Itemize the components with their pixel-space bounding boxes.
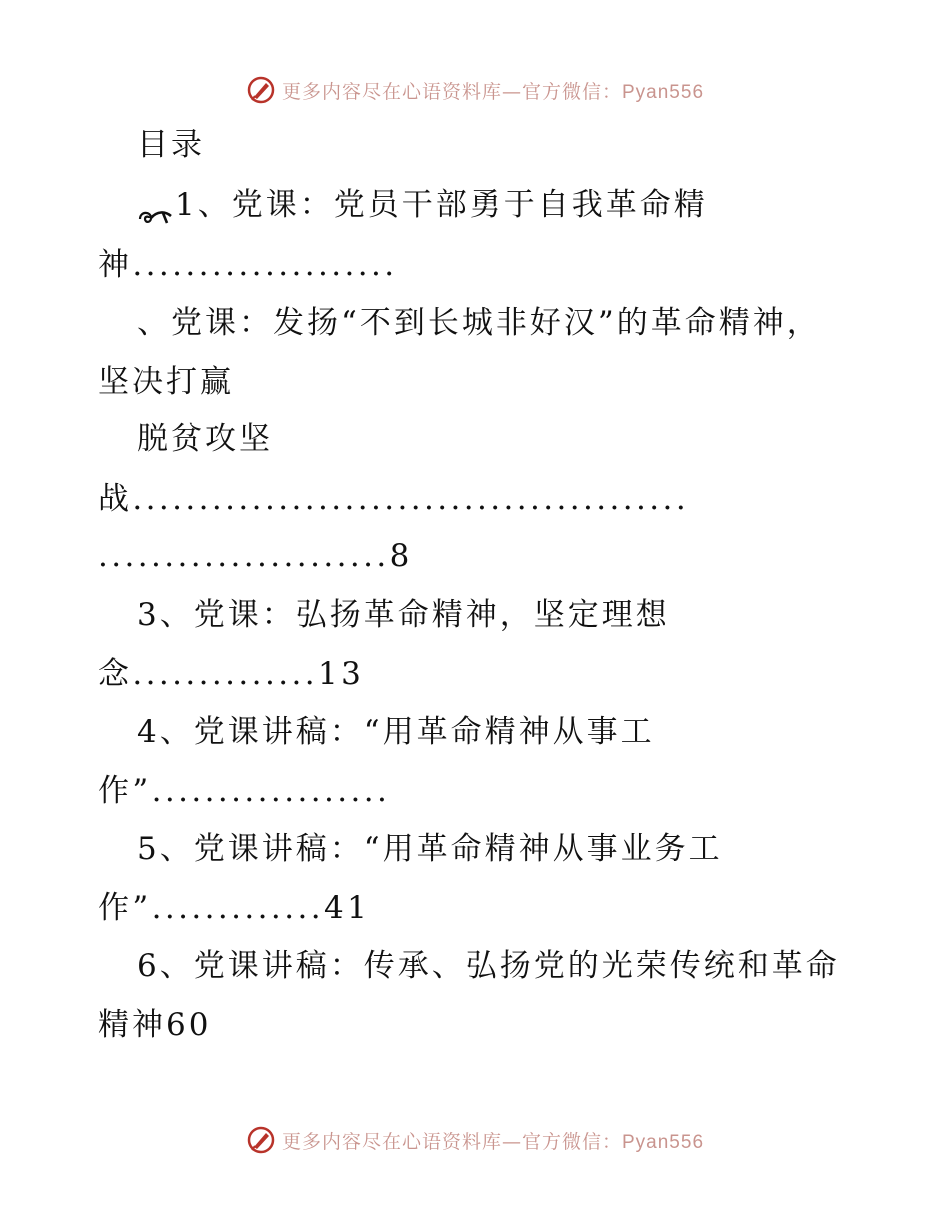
toc-line-6: 战..........................................	[98, 481, 690, 517]
watermark-footer	[0, 1120, 950, 1160]
toc-line-4: 坚决打赢	[98, 364, 234, 400]
wechat-id: Pyan556	[622, 1131, 705, 1153]
toc-line-2: 神....................	[98, 247, 398, 283]
toc-line-11: 作”..................	[98, 773, 391, 809]
pen-logo-icon	[246, 1125, 276, 1155]
toc-line-13: 作”.............41	[98, 890, 371, 926]
watermark-text: 更多内容尽在心语资料库—官方微信：Pyan556	[281, 80, 705, 103]
toc-title: 目录	[137, 127, 205, 163]
watermark-header	[0, 70, 950, 110]
toc-line-9: 念..............13	[98, 656, 365, 692]
toc-line-14: 6、党课讲稿：传承、弘扬党的光荣传统和革命	[137, 948, 840, 984]
toc-line-5: 脱贫攻坚	[137, 421, 273, 457]
toc-line-3: 、党课：发扬“不到长城非好汉”的革命精神，	[137, 305, 821, 341]
swirl-bullet-icon	[137, 197, 173, 217]
toc-line-12: 5、党课讲稿：“用革命精神从事业务工	[137, 831, 723, 867]
toc-line-15: 精神60	[98, 1007, 212, 1043]
toc-line-8: 3、党课：弘扬革命精神，坚定理想	[137, 597, 670, 633]
pen-logo-icon	[246, 75, 276, 105]
toc-line-7: ......................8	[98, 538, 413, 574]
watermark-text: 更多内容尽在心语资料库—官方微信：Pyan556	[281, 1130, 705, 1153]
toc-line-10: 4、党课讲稿：“用革命精神从事工	[137, 714, 655, 750]
toc-line-1: 1、党课：党员干部勇于自我革命精	[137, 185, 708, 225]
wechat-id: Pyan556	[622, 81, 705, 103]
